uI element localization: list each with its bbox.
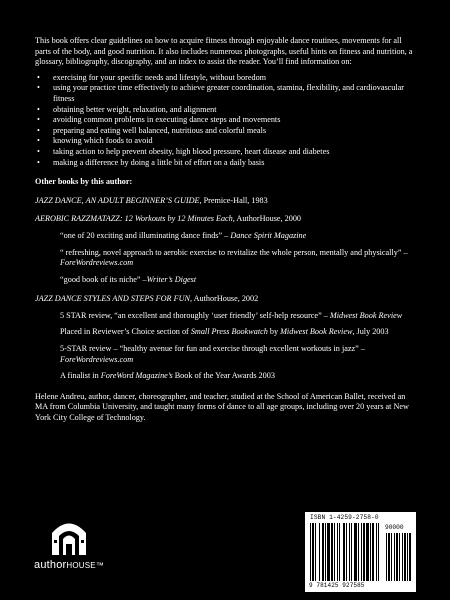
barcode-stripe <box>363 523 365 581</box>
barcode-stripe <box>404 533 406 581</box>
book-entry-jazz-dance-styles: JAZZ DANCE STYLES AND STEPS FOR FUN, AuthorHouse, 2002 <box>35 294 259 304</box>
book-entry-aerobic-razzmatazz: AEROBIC RAZZMATAZZ: 12 Workouts by 12 Minutes Each, AuthorHouse, 2000 <box>35 214 302 224</box>
book-title: AEROBIC RAZZMATAZZ: 12 Workouts by 12 Minutes Each <box>35 214 233 224</box>
barcode-stripe <box>370 523 371 581</box>
review-quote: “one of 20 exciting and illuminating dance finds” – Dance Spirit Magazine <box>60 230 307 240</box>
barcode-stripe <box>394 533 395 581</box>
barcode-stripe <box>319 523 320 581</box>
publisher-name: authorHOUSE™ <box>34 559 105 571</box>
barcode-stripe <box>354 523 357 581</box>
book-title: JAZZ DANCE, AN ADULT BEGINNER’S GUIDE <box>35 195 200 205</box>
barcode-stripe <box>372 523 374 581</box>
barcode-stripe <box>331 523 333 581</box>
list-item: • obtaining better weight, relaxation, and alignment <box>37 104 217 114</box>
bullet-icon: • <box>37 146 40 156</box>
barcode-stripe <box>378 523 379 581</box>
barcode-stripe <box>399 533 400 581</box>
barcode-stripe <box>339 523 340 581</box>
bullet-icon: • <box>37 136 40 146</box>
barcode-stripe <box>376 523 377 581</box>
list-item: • knowing which foods to avoid <box>37 136 153 146</box>
barcode-stripe <box>386 533 387 581</box>
list-item: • taking action to help prevent obesity, high blood pressure, heart disease and diabetes <box>37 146 330 156</box>
list-item: • exercising for your specific needs and lifestyle, without boredom <box>37 72 267 82</box>
bullet-icon: • <box>37 83 40 93</box>
review-quote: “ refreshing, novel approach to aerobic exercise to revitalize the whole person, mentally and physically” – ForeWordreviews.com <box>60 247 408 268</box>
book-entry-jazz-dance: JAZZ DANCE, AN ADULT BEGINNER’S GUIDE, Premice-Hall, 1983 <box>35 195 268 205</box>
award-note: A finalist in ForeWord Magazine’s Book of the Year Awards 2003 <box>60 371 275 381</box>
barcode-stripe <box>366 523 369 581</box>
price-code: 90000 <box>385 524 404 531</box>
other-books-heading: Other books by this author: <box>35 177 133 187</box>
barcode-stripe <box>351 523 352 581</box>
barcode-stripe <box>325 523 326 581</box>
authorhouse-building-icon <box>46 518 92 556</box>
barcode-bars <box>310 523 412 581</box>
barcode-stripe <box>391 533 392 581</box>
bullet-icon: • <box>37 125 40 135</box>
list-item: • preparing and eating well balanced, nutritious and colorful meals <box>37 125 267 135</box>
publisher-logo <box>34 518 124 582</box>
barcode-stripe <box>346 523 347 581</box>
barcode-stripe <box>312 523 314 581</box>
barcode-stripe <box>358 523 359 581</box>
bullet-icon: • <box>37 115 40 125</box>
barcode-stripe <box>349 523 350 581</box>
bullet-icon: • <box>37 104 40 114</box>
barcode-stripe <box>402 533 403 581</box>
isbn-barcode <box>305 512 416 592</box>
topics-list <box>35 73 417 168</box>
back-cover-text <box>35 36 417 424</box>
review-quote: 5-STAR review – “healthy avenue for fun and exercise through excellent workouts in jazz” – ForeWordreviews.com <box>60 344 365 364</box>
list-item: • making a difference by doing a little bit of effort on a daily basis <box>37 157 265 167</box>
barcode-stripe <box>388 533 390 581</box>
isbn-number: ISBN 1-4259-2758-0 <box>310 514 379 521</box>
barcode-stripe <box>310 523 311 581</box>
barcode-stripe <box>409 533 411 581</box>
barcode-stripe <box>337 523 338 581</box>
barcode-stripe <box>407 533 408 581</box>
barcode-stripe <box>315 523 316 581</box>
list-item: • avoiding common problems in executing dance steps and movements <box>37 115 281 125</box>
review-quote: “good book of its niche” –Writer’s Digest <box>60 274 197 284</box>
barcode-stripe <box>343 523 345 581</box>
review-quote: 5 STAR review, “an excellent and thoroughly ‘user friendly’ self-help resource” – Midwest Book Review <box>60 310 403 320</box>
book-title: JAZZ DANCE STYLES AND STEPS FOR FUN <box>35 294 190 304</box>
barcode-stripe <box>396 533 398 581</box>
author-bio: Helene Andreu, author, dancer, choreographer, and teacher, studied at the School of American Ballet, received an MA from Columbia University, and taught many forms of dance to all age groups, including over 20 years at New York City College of Technology. <box>35 391 409 423</box>
barcode-number: 9 781425 927585 <box>309 582 365 589</box>
barcode-stripe <box>334 523 335 581</box>
bullet-icon: • <box>37 157 40 167</box>
review-quote: Placed in Reviewer’s Choice section of Small Press Bookwatch by Midwest Book Review, July 2003 <box>60 327 389 337</box>
barcode-stripe <box>322 523 324 581</box>
bullet-icon: • <box>37 72 40 82</box>
intro-paragraph: This book offers clear guidelines on how to acquire fitness through enjoyable dance routines, movements for all parts of the body, and good nutrition. It also includes numerous photographs, useful hints on fitness and nutrition, a glossary, bibliography, discography, and an index to assist the reader. You’ll find information on: <box>35 36 413 67</box>
barcode-stripe <box>361 523 362 581</box>
barcode-stripe <box>327 523 330 581</box>
list-item: • using your practice time effectively to achieve greater coordination, stamina, flexibility, and cardiovascular fitness <box>37 83 405 103</box>
